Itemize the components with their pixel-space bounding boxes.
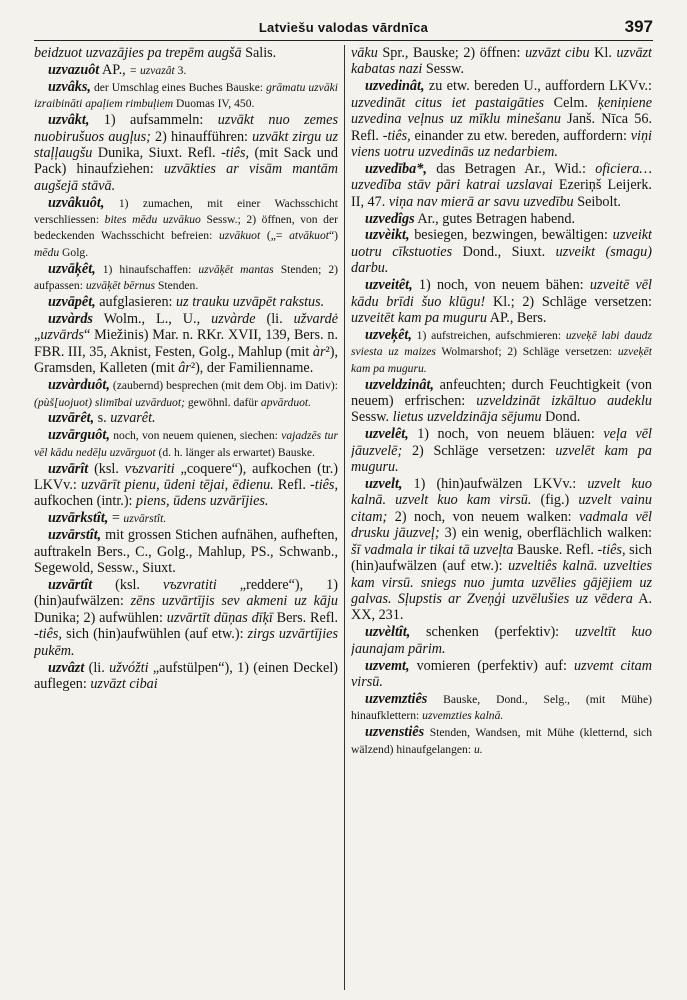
dictionary-entry [34,294,338,310]
entry-text: Dond., Siuxt. [452,243,556,260]
entry-text: Dond. [541,409,581,426]
dictionary-entry [34,377,338,410]
entry-text: ²), Gramsden, Kalleten (mit [34,343,338,377]
entry-example: -tiês, [221,144,250,161]
entry-example: uzveltīt kuo jaunajam pārim. [351,624,652,657]
dictionary-entry [34,45,338,61]
entry-text: aufglasieren: [95,294,177,311]
entry-text: Dunika; 2) aufwühlen: [34,609,167,626]
dictionary-entry [34,510,338,526]
entry-text: 2) noch, von neuem walken: [387,508,580,525]
entry-example: uzvāzt kabatas nazi [351,45,652,78]
dictionary-entry [34,660,338,693]
entry-example: âr [178,360,191,377]
entry-headword: uzvàrduôt, [48,377,110,394]
dictionary-entry [351,426,652,475]
entry-example: vadmala vēl drusku jāuzveļ; [351,508,652,542]
entry-example: uzveltiês kalnā. uzvelties kam virsū. sniegs nuo jumta uzvēlies gājējiem uz galvas. Sļupstis ar Zveņģi uzvēlušies uz vēdera [351,558,652,607]
entry-text: gewöhnl. dafür [184,395,261,409]
entry-text: = [108,510,124,527]
entry-example: zirgs uzvārtījies pukēm. [34,626,338,659]
entry-text: s. [94,410,111,427]
entry-text: Celm. [543,94,598,111]
entry-headword: uzvèltît, [365,624,411,641]
entry-text: 3. [174,63,187,77]
entry-example: uz trauku uzvāpēt rakstus. [176,294,325,311]
entry-text: Ar., gutes Betragen habend. [414,210,576,227]
dictionary-entry [34,427,338,460]
entry-text: Wolmarshof; 2) Schläge versetzen: [435,345,618,359]
entry-text: Kl. [589,45,617,61]
entry-headword: uzvārstît, [48,527,102,544]
entry-example: lietus uzveldzināja sējumu [392,409,542,426]
entry-headword: uzvemt, [365,657,410,674]
entry-example: -tiês, [382,127,411,144]
dictionary-entry [34,311,338,377]
entry-example: mēdu [34,245,60,259]
entry-headword: uzvemztiês [365,690,428,707]
entry-headword: uzvedîgs [365,210,415,227]
entry-example: uzvākuot [218,229,261,243]
entry-example: uzveldzināt izkāltuo audeklu [476,393,652,410]
entry-text: Bauske. Refl. [513,541,598,558]
entry-text: 1) hinaufschaffen: [95,262,199,276]
entry-headword: uzveitêt, [365,277,413,294]
entry-example: uzvākties ar visām mantām augšejā stāvā. [34,161,338,194]
entry-text: Salis. [241,45,277,61]
entry-example: grāmatu uzvāki izraibināti apaļiem rimbuļiem [34,80,338,111]
entry-text: Spr., Bauske; 2) öffnen: [377,45,526,61]
entry-example: àr [312,343,326,360]
entry-text: (fig.) [531,492,579,509]
entry-example: vajadzēs tur vēl kādu nedēļu uzvārguot [34,429,338,459]
entry-example: atvākuot [289,229,329,243]
entry-text: Sessw. [422,61,464,78]
entry-text: das Betragen Ar., Wid.: [426,160,596,177]
entry-text: sich (hin)aufwühlen (auf etw.): [61,626,248,643]
entry-text: Janš. Nīca 56. Refl. [351,111,652,144]
entry-example: piens, ūdens uzvārījies. [136,493,269,510]
entry-text: Sessw.; 2) öffnen, von der bedeckenden Wachsschicht befreien: [34,213,338,243]
entry-text: 1) noch, von neuem bähen: [412,277,590,294]
entry-text: Stenden; 2) aufpassen: [34,262,338,293]
entry-text: 1) zumachen, mit einer Wachsschicht verschliessen: [34,196,338,227]
entry-text: “ Miežinis) Mar. n. RKr. XVII, 139, Bers. n. FBR. III, 35, Aknist, Festen, Golg., Mahlup (mit [34,327,338,360]
entry-text: besiegen, bezwingen, bewältigen: [409,227,613,244]
dictionary-entry [34,195,338,261]
running-head [34,18,653,41]
dictionary-entry [351,624,652,657]
entry-headword: uzvelt, [365,476,403,493]
dictionary-entry [34,62,338,78]
dictionary-entry [351,161,652,210]
entry-example: uzveikt uotru cīkstuoties [351,227,652,260]
entry-example: viņi viens uotru uzvedinās uz nedarbiem. [351,127,652,160]
entry-text: Stenden, Wandsen, mit Mühe (kletternd, sich wälzend) hinaufgelangen: [351,726,652,756]
entry-text: AP., [99,61,130,78]
entry-text: „reddere“), 1) (hin)aufwälzen: [34,577,338,610]
entry-text: 1) aufsammeln: [89,112,218,129]
entry-headword: uzvenstiês [365,724,425,741]
entry-example: uzvārtīt dūņas dīķī [166,609,273,626]
entry-text: „coquere“), aufkochen (tr.) LKVv.: [34,460,338,494]
running-title: Latviešu valodas vārdnīca [258,20,429,35]
entry-text: (li. [84,659,110,676]
entry-text: anfeuchten; durch Feuchtigkeit (von neuem) erfrischen: [351,376,652,410]
entry-example: uzvemzties kalnā. [422,709,504,723]
entry-text: (mit Sack und Pack) hinaufziehen: [34,144,338,178]
entry-example: -tiês, [310,477,338,494]
entry-text: (ksl. [92,577,163,593]
entry-example: u. [473,742,483,756]
dictionary-entry [351,78,652,160]
entry-example: apvārduot. [260,395,312,409]
entry-example: uzveķē labi daudz sviesta uz maizes [351,328,652,359]
entry-text: aufkochen (intr.): [34,493,137,510]
entry-example: veļa vēl jāuzvelē; [351,426,652,459]
dictionary-entry [351,45,652,78]
dictionary-entry [34,527,338,576]
entry-example: uzvemt citam virsū. [351,657,652,690]
entry-headword: uzvārkstît, [48,510,109,527]
page-number: 397 [624,17,653,36]
entry-text: (ksl. [88,460,125,477]
entry-text: Ezeriņš Leijerk. II, 47. [351,177,652,210]
entry-text: (d. h. länger als erwartet) Bauske. [155,445,315,459]
entry-example: (pùš[uojuot) slimībai uzvārduot; [34,395,185,409]
entry-text: Refl. [273,477,311,494]
entry-example: uzvāzt cibu [525,45,590,61]
dictionary-entry [351,476,652,624]
entry-text: 1) noch, von neuem bläuen: [408,426,604,443]
entry-text: „ [34,327,41,344]
entry-headword: uzvàrds [48,311,93,327]
left-column [34,45,338,990]
entry-example: uzvāķēt mantas [198,262,274,276]
column-divider [344,45,345,990]
entry-example: užvardė [293,311,338,327]
dictionary-entry [34,410,338,426]
dictionary-entry [351,377,652,426]
entry-example: zēns uzvārtījis sev akmeni uz kāju [130,593,338,610]
entry-text: 2) Schläge versetzen: [402,442,556,459]
entry-headword: uzvārtît [48,577,93,593]
entry-headword: uzvārêt, [48,410,95,427]
entry-example: uzvārds [40,327,84,344]
entry-example: uzvelt kuo kalnā. uzvelt kuo kam virsū. [351,476,652,509]
entry-headword: uzvedība*, [365,160,427,177]
entry-example: beidzuot uzvazājies pa trepēm augšā [34,45,242,61]
entry-example: uzvelt vainu citam; [351,492,652,525]
entry-headword: uzvāķêt, [48,260,96,277]
entry-example: bites mēdu uzvākuo [104,213,201,227]
entry-text: Duomas IV, 450. [173,97,255,111]
entry-text: 1) (hin)aufwälzen LKVv.: [402,476,588,493]
entry-example: uzvāzt cibai [90,675,158,692]
entry-text: Stenden. [155,279,199,293]
entry-example: vъzvratiti [162,577,217,593]
entry-headword: uzvelêt, [365,426,409,443]
entry-example: uzvarêt. [110,410,156,427]
entry-text: Wolm., L., U., [92,311,212,327]
entry-headword: uzvâkt, [48,112,90,129]
entry-example: viņa nav mierā ar savu uzvedību [388,193,574,210]
entry-text: AP., Bers. [486,310,547,326]
entry-example: uzvārstît. [123,512,167,526]
entry-text: Golg. [59,245,89,259]
entry-headword: uzvārît [48,460,89,477]
dictionary-entry [351,691,652,724]
entry-example: uzveikt (smagu) darbu. [351,243,652,277]
entry-headword: uzveķêt, [365,326,412,343]
dictionary-entry [351,211,652,227]
entry-headword: uzveldzinât, [365,376,434,393]
dictionary-entry [351,227,652,276]
entry-text: 2) hinaufführen: [150,128,253,145]
entry-example: uzvāķēt bērnus [85,279,156,293]
dictionary-entry [34,261,338,294]
entry-example: uzvedināt citus iet pastaigāties [351,94,544,111]
entry-text: einander zu etw. bereden, auffordern: [410,127,631,144]
entry-text: (li. [255,311,294,327]
entry-headword: uzvārguôt, [48,427,110,444]
entry-example: oficiera… uzvedība stāv pāri katrai uzslavai [351,160,652,194]
entry-text: 1) aufstreichen, aufschmieren: [411,328,566,342]
entry-example: ķeniņiene uzvedina veļnus uz mīklu minešanu [351,94,652,128]
entry-text: vomieren (perfektiv) auf: [409,657,575,674]
entry-text: „aufstülpen“), 1) (einen Deckel) auflegen: [34,659,338,692]
dictionary-entry [351,724,652,757]
entry-text: “) [328,229,338,243]
entry-text: schenken (perfektiv): [410,624,575,641]
entry-headword: uzvâkuôt, [48,194,105,211]
entry-example: -tiês, [597,541,626,558]
entry-example: šī vadmala ir tikai tā uzveļta [351,541,514,558]
right-column [351,45,652,990]
dictionary-entry [351,277,652,326]
entry-text: (zaubernd) besprechen (mit dem Obj. im Dativ): [109,379,338,393]
entry-text: noch, von neuem quienen, siechen: [109,429,282,443]
entry-example: uzvārīt pienu, ūdeni tējai, ēdienu. [80,477,274,494]
entry-example: vъzvariti [124,460,175,477]
entry-example: užvóžti [109,659,149,676]
entry-example: uzveķēt kam pa muguru. [351,345,652,375]
entry-text: Dunika, Siuxt. Refl. [92,144,222,161]
dictionary-entry [34,577,338,659]
entry-text: Sessw. [351,409,393,426]
entry-example: uzvelēt kam pa muguru. [351,442,652,476]
entry-text: sich (hin)aufwälzen (auf etw.): [351,541,652,575]
entry-text: Kl.; 2) Schläge versetzen: [485,293,652,310]
entry-text: 3) ein wenig, oberflächlich walken: [439,525,652,542]
entry-text: ²), der Familienname. [190,360,314,377]
entry-text: Bers. Refl. [272,609,338,626]
entry-headword: uzvedinât, [365,78,425,95]
entry-example: uzveitē vēl kādu brīdi šuo klūgu! [351,277,652,310]
dictionary-entry [351,327,652,376]
entry-headword: uzvazuôt [48,61,100,78]
entry-example: uzveitēt kam pa muguru [351,310,487,326]
entry-text: Bauske, Dond., Selg., (mit Mühe) hinaufklettern: [351,692,652,723]
dictionary-entry [34,79,338,112]
entry-example: vāku [351,45,378,61]
entry-example: uzvàrde [211,311,256,327]
dictionary-entry [34,112,338,194]
entry-text: Seibolt. [573,193,621,210]
dictionary-entry [34,461,338,510]
entry-example: -tiês, [34,626,62,643]
entry-example: = uzvazât [129,63,175,77]
entry-text: („= [260,229,290,243]
dictionary-entry [351,658,652,691]
entry-example: uzvākt nuo zemes nuobirušuos augļus; [34,112,338,145]
entry-text: A. XX, 231. [351,590,652,624]
entry-headword: uzvâzt [48,659,85,676]
entry-text: mit grossen Stichen aufnähen, aufheften, auftrakeln Bers., C., Golg., Mahlup, PS., Schwanb., Segewold, Sessw., Siuxt. [34,527,338,577]
entry-headword: uzvâks, [48,78,91,95]
entry-example: uzvākt zirgu uz staļļaugšu [34,128,338,161]
entry-text: der Umschlag eines Buches Bauske: [90,80,267,94]
entry-headword: uzvèikt, [365,227,410,244]
entry-headword: uzvāpêt, [48,294,96,311]
entry-text: zu etw. bereden U., auffordern LKVv.: [424,78,652,95]
